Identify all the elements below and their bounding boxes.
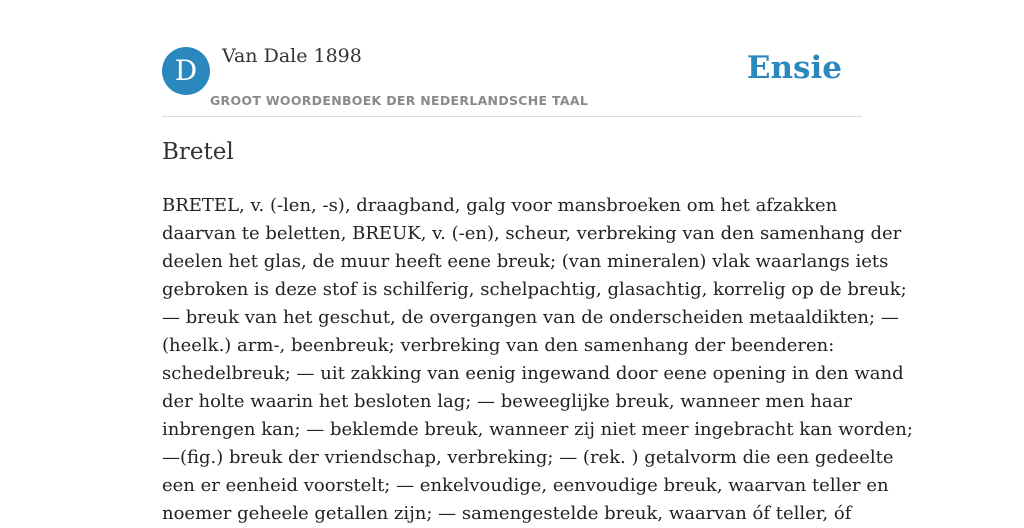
entry-line: noemer geheele getallen zijn; — samengestelde breuk, waarvan óf teller, óf [162, 503, 852, 524]
entry-line: BRETEL, v. (-len, -s), draagband, galg voor mansbroeken om het afzakken [162, 195, 838, 216]
entry-title: Bretel [162, 139, 234, 165]
brand-logo[interactable]: Ensie [746, 50, 842, 86]
entry-line: (heelk.) arm-, beenbreuk; verbreking van den samenhang der beenderen: [162, 335, 835, 356]
entry-line: gebroken is deze stof is schilferig, schelpachtig, glasachtig, korrelig op de breuk; [162, 279, 907, 300]
entry-line: een er eenheid voorstelt; — enkelvoudige, eenvoudige breuk, waarvan teller en [162, 475, 889, 496]
entry-line: — breuk van het geschut, de overgangen van de onderscheiden metaaldikten; — [162, 307, 899, 328]
dictionary-logo[interactable]: D [162, 47, 210, 95]
entry-line: —(fig.) breuk der vriendschap, verbreking; — (rek. ) getalvorm die een gedeelte [162, 447, 894, 468]
entry-body [162, 192, 913, 528]
entry-line: deelen het glas, de muur heeft eene breuk; (van mineralen) vlak waarlangs iets [162, 251, 889, 272]
header [162, 0, 862, 117]
entry-line: inbrengen kan; — beklemde breuk, wanneer zij niet meer ingebracht kan worden; [162, 419, 913, 440]
entry-line: schedelbreuk; — uit zakking van eenig ingewand door eene opening in den wand [162, 363, 904, 384]
dictionary-subtitle: GROOT WOORDENBOEK DER NEDERLANDSCHE TAAL [210, 93, 589, 108]
entry-line: daarvan te beletten, BREUK, v. (-en), scheur, verbreking van den samenhang der [162, 223, 902, 244]
dictionary-title[interactable]: Van Dale 1898 [222, 45, 362, 67]
entry-line: der holte waarin het besloten lag; — beweeglijke breuk, wanneer men haar [162, 391, 852, 412]
